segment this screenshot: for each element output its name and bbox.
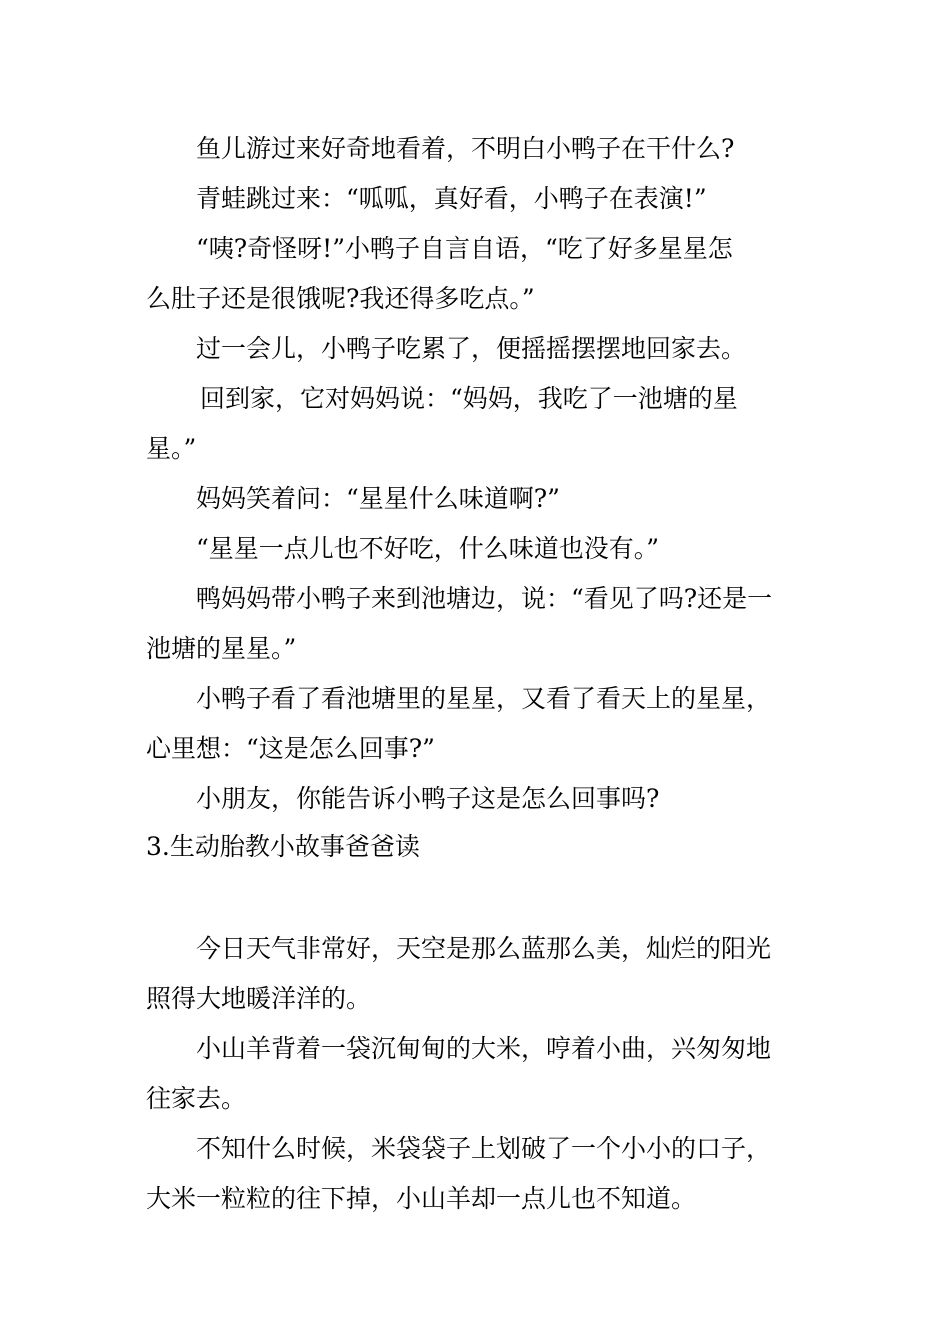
paragraph-line: 小鸭子看了看池塘里的星星，又看了看天上的星星，	[196, 684, 772, 713]
paragraph-line: 不知什么时候，米袋袋子上划破了一个小小的口子，	[196, 1134, 772, 1163]
paragraph-line: 小山羊背着一袋沉甸甸的大米，哼着小曲，兴匆匆地	[196, 1034, 772, 1063]
paragraph-line: 妈妈笑着问：“星星什么味道啊?”	[196, 484, 560, 513]
paragraph-line: 鸭妈妈带小鸭子来到池塘边，说：“看见了吗?还是一	[196, 584, 773, 613]
paragraph-line: 鱼儿游过来好奇地看着，不明白小鸭子在干什么?	[196, 134, 735, 163]
paragraph-line: 今日天气非常好，天空是那么蓝那么美，灿烂的阳光	[196, 934, 772, 963]
paragraph-line: 么肚子还是很饿呢?我还得多吃点。”	[146, 284, 535, 313]
paragraph-line: 青蛙跳过来：“呱呱，真好看，小鸭子在表演!”	[196, 184, 707, 213]
paragraph-line: 心里想：“这是怎么回事?”	[146, 734, 435, 763]
paragraph-line: 星。”	[146, 434, 197, 463]
paragraph-line: 大米一粒粒的往下掉，小山羊却一点儿也不知道。	[146, 1184, 697, 1213]
paragraph-line: 过一会儿，小鸭子吃累了，便摇摇摆摆地回家去。	[196, 334, 747, 363]
paragraph-line: 小朋友，你能告诉小鸭子这是怎么回事吗?	[196, 784, 660, 813]
paragraph-line: “咦?奇怪呀!”小鸭子自言自语，“吃了好多星星怎	[196, 234, 733, 263]
paragraph-line: 照得大地暖洋洋的。	[146, 984, 372, 1013]
paragraph-line: 池塘的星星。”	[146, 634, 297, 663]
paragraph-line: “星星一点儿也不好吃，什么味道也没有。”	[196, 534, 660, 563]
paragraph-line: 往家去。	[146, 1084, 247, 1113]
section-heading: 3.生动胎教小故事爸爸读	[146, 832, 420, 861]
paragraph-line: 回到家，它对妈妈说：“妈妈，我吃了一池塘的星	[200, 384, 738, 413]
